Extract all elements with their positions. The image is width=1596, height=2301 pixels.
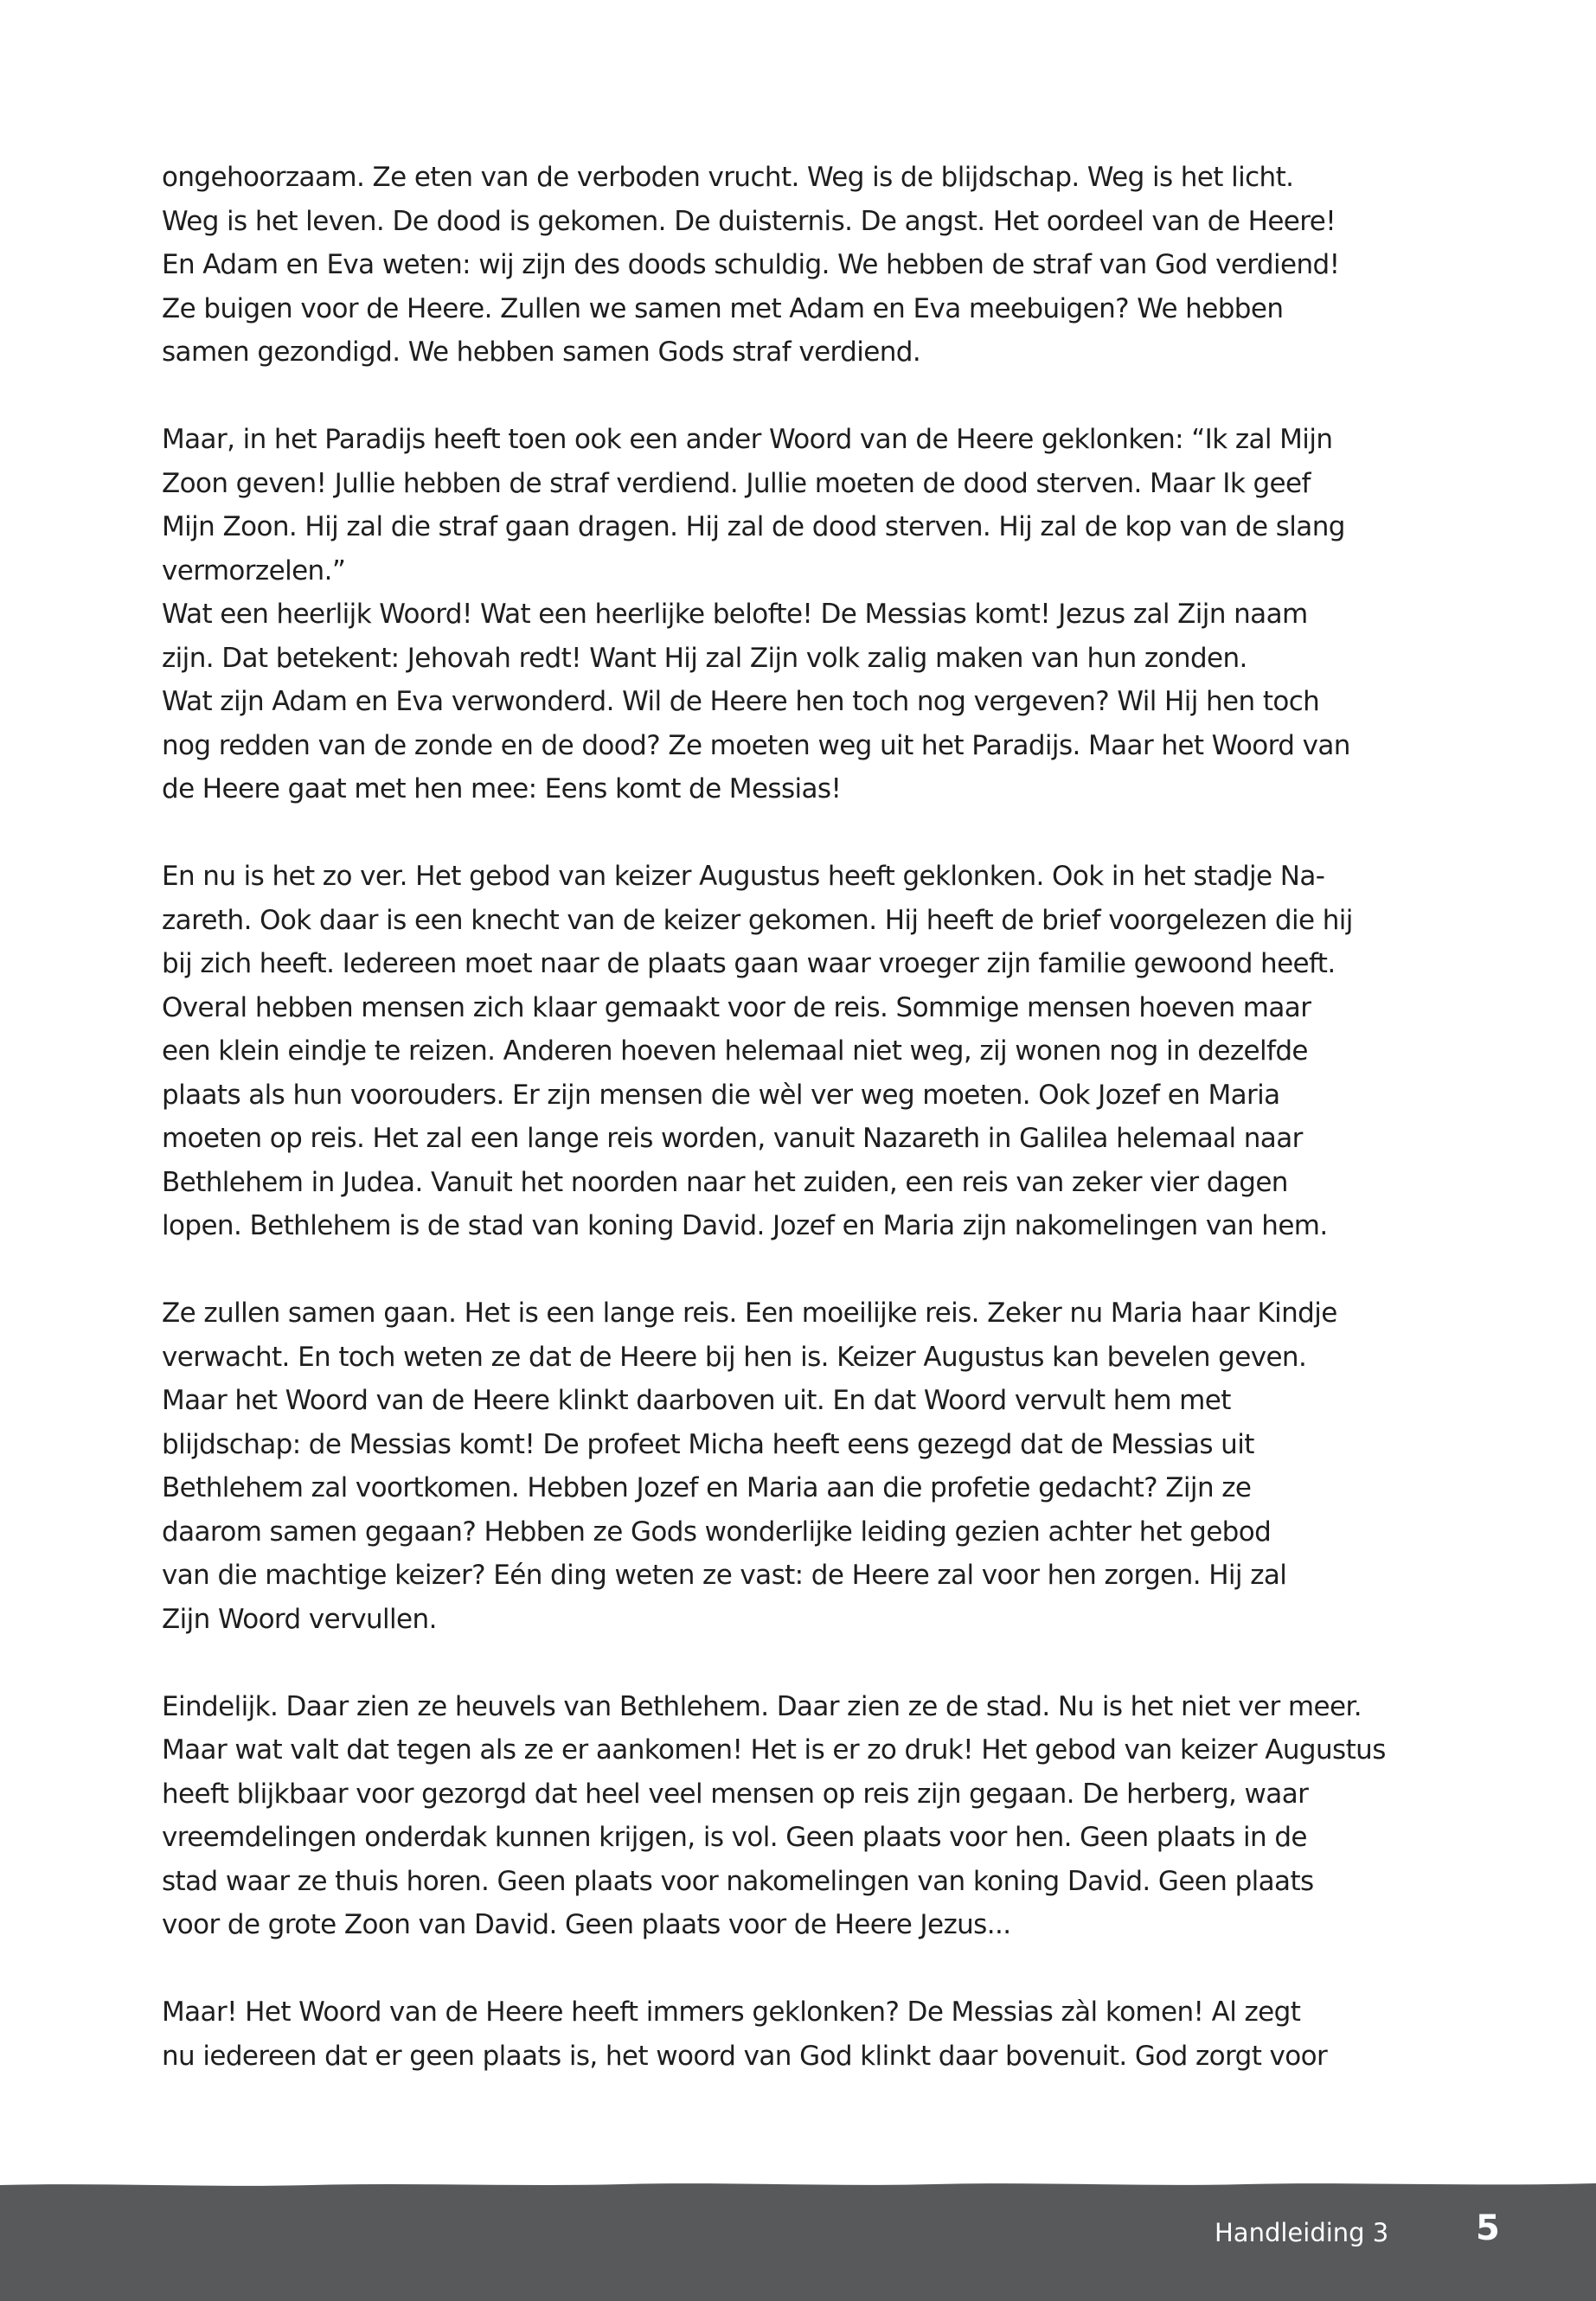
text-line: moeten op reis. Het zal een lange reis worden, vanuit Nazareth in Galilea helemaal naar — [162, 1123, 1303, 1154]
body-text — [162, 156, 1442, 2078]
text-line: Wat een heerlijk Woord! Wat een heerlijke belofte! De Messias komt! Jezus zal Zijn naam — [162, 599, 1308, 630]
page-number: 5 — [1476, 2208, 1500, 2248]
text-line: Mijn Zoon. Hij zal die straf gaan dragen. Hij zal de dood sterven. Hij zal de kop van de slang — [162, 511, 1345, 542]
text-line: bij zich heeft. Iedereen moet naar de plaats gaan waar vroeger zijn familie gewoond heeft. — [162, 948, 1336, 979]
text-line: Maar wat valt dat tegen als ze er aankomen! Het is er zo druk! Het gebod van keizer Augustus — [162, 1734, 1386, 1766]
text-line: samen gezondigd. We hebben samen Gods straf verdiend. — [162, 336, 921, 368]
paragraph-gap — [162, 1641, 1442, 1685]
text-line: de Heere gaat met hen mee: Eens komt de Messias! — [162, 773, 842, 804]
text-line: Maar! Het Woord van de Heere heeft immers geklonken? De Messias zàl komen! Al zegt — [162, 1997, 1301, 2028]
text-line: daarom samen gegaan? Hebben ze Gods wonderlijke leiding gezien achter het gebod — [162, 1516, 1272, 1548]
text-line: Maar, in het Paradijs heeft toen ook een ander Woord van de Heere geklonken: “Ik zal Mijn — [162, 424, 1333, 455]
text-line: Ze zullen samen gaan. Het is een lange reis. Een moeilijke reis. Zeker nu Maria haar Kindje — [162, 1298, 1337, 1329]
text-line: Ze buigen voor de Heere. Zullen we samen met Adam en Eva meebuigen? We hebben — [162, 292, 1284, 324]
text-line: Eindelijk. Daar zien ze heuvels van Bethlehem. Daar zien ze de stad. Nu is het niet ver meer. — [162, 1690, 1362, 1722]
text-line: plaats als hun voorouders. Er zijn mensen die wèl ver weg moeten. Ook Jozef en Maria — [162, 1079, 1280, 1111]
text-line: een klein eindje te reizen. Anderen hoeven helemaal niet weg, zij wonen nog in dezelfde — [162, 1035, 1308, 1067]
paragraph-gap — [162, 1947, 1442, 1991]
text-line: nu iedereen dat er geen plaats is, het woord van God klinkt daar bovenuit. God zorgt voor — [162, 2040, 1328, 2072]
paragraph-gap — [162, 1248, 1442, 1292]
text-line: blijdschap: de Messias komt! De profeet Micha heeft eens gezegd dat de Messias uit — [162, 1428, 1254, 1460]
text-line: ongehoorzaam. Ze eten van de verboden vrucht. Weg is de blijdschap. Weg is het licht. — [162, 162, 1294, 193]
text-line: lopen. Bethlehem is de stad van koning David. Jozef en Maria zijn nakomelingen van hem. — [162, 1210, 1328, 1241]
text-line: nog redden van de zonde en de dood? Ze moeten weg uit het Paradijs. Maar het Woord van — [162, 729, 1350, 761]
text-line: verwacht. En toch weten ze dat de Heere bij hen is. Keizer Augustus kan bevelen geven. — [162, 1341, 1307, 1373]
text-line: Zoon geven! Jullie hebben de straf verdiend. Jullie moeten de dood sterven. Maar Ik geef — [162, 467, 1311, 499]
text-line: van die machtige keizer? Eén ding weten ze vast: de Heere zal voor hen zorgen. Hij zal — [162, 1560, 1287, 1591]
text-line: Overal hebben mensen zich klaar gemaakt voor de reis. Sommige mensen hoeven maar — [162, 991, 1311, 1023]
paragraph-gap — [162, 811, 1442, 856]
text-line: En nu is het zo ver. Het gebod van keizer Augustus heeft geklonken. Ook in het stadje Na- — [162, 861, 1325, 892]
text-line: vreemdelingen onderdak kunnen krijgen, is vol. Geen plaats voor hen. Geen plaats in de — [162, 1822, 1307, 1853]
text-line: voor de grote Zoon van David. Geen plaats voor de Heere Jezus... — [162, 1909, 1011, 1940]
text-line: Wat zijn Adam en Eva verwonderd. Wil de Heere hen toch nog vergeven? Wil Hij hen toch — [162, 686, 1320, 717]
footer-title: Handleiding 3 — [1215, 2218, 1389, 2247]
text-line: Bethlehem in Judea. Vanuit het noorden naar het zuiden, een reis van zeker vier dagen — [162, 1166, 1288, 1198]
text-line: zareth. Ook daar is een knecht van de keizer gekomen. Hij heeft de brief voorgelezen die hij — [162, 904, 1353, 936]
text-line: Maar het Woord van de Heere klinkt daarboven uit. En dat Woord vervult hem met — [162, 1385, 1231, 1416]
text-line: Weg is het leven. De dood is gekomen. De duisternis. De angst. Het oordeel van de Heere! — [162, 205, 1336, 237]
text-line: vermorzelen.” — [162, 554, 346, 586]
text-line: stad waar ze thuis horen. Geen plaats voor nakomelingen van koning David. Geen plaats — [162, 1865, 1314, 1897]
text-line: Bethlehem zal voortkomen. Hebben Jozef en Maria aan die profetie gedacht? Zijn ze — [162, 1472, 1252, 1503]
text-line: zijn. Dat betekent: Jehovah redt! Want Hij zal Zijn volk zalig maken van hun zonden. — [162, 642, 1247, 674]
text-line: Zijn Woord vervullen. — [162, 1603, 437, 1635]
paragraph-gap — [162, 375, 1442, 419]
text-line: heeft blijkbaar voor gezorgd dat heel veel mensen op reis zijn gegaan. De herberg, waar — [162, 1778, 1309, 1810]
text-line: En Adam en Eva weten: wij zijn des doods schuldig. We hebben de straf van God verdiend! — [162, 249, 1340, 280]
